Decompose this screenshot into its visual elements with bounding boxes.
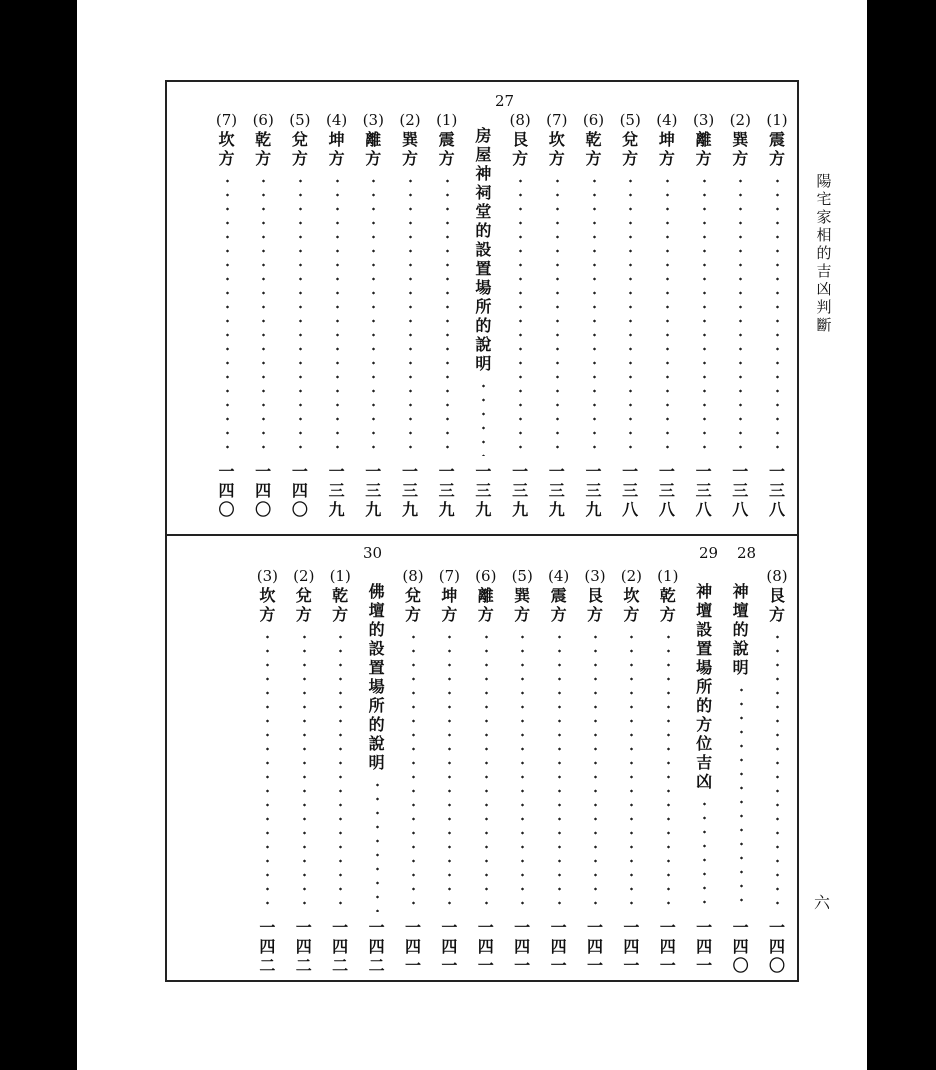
leader-dots [376,778,379,912]
leader-dots [412,630,415,912]
entry-number: (6) [475,567,497,585]
page-number: 一 四 二 [295,918,312,975]
entry-number: (6) [252,111,274,129]
toc-entry [212,110,242,522]
page-number: 一 四 一 [696,918,713,975]
entry-title: 坎 方 [259,586,276,624]
running-title-char: 家 [816,208,832,226]
leader-dots [339,630,342,912]
running-title-char: 吉 [816,262,832,280]
entry-number: (4) [547,567,570,585]
leader-dots [630,630,633,912]
leader-dots [776,630,779,912]
toc-entry [471,566,501,978]
page-number: 一 四 一 [441,918,458,975]
toc-entry [507,566,537,978]
leader-dots [266,630,269,912]
entry-title: 兌 方 [622,130,639,168]
entry-title: 艮 方 [512,130,529,168]
page-number: 一 三 八 [768,462,785,519]
toc-entry [322,110,352,522]
toc-heading-entry [726,566,756,978]
toc-entry [325,566,355,978]
leader-dots [629,174,632,456]
entry-title: 神 壇 設 置 場 所 的 方 位 吉 凶 [696,582,713,791]
entry-title: 巽 方 [514,586,531,624]
entry-number: (6) [582,111,605,129]
page-number: 一 三 八 [732,462,749,519]
toc-entry [358,110,388,522]
page-number: 一 三 九 [548,462,565,519]
entry-number: (7) [438,567,461,585]
entry-number: (7) [546,111,568,129]
entry-number: (8) [509,111,531,129]
entry-number: (2) [293,567,315,585]
book-page [77,0,867,1070]
page-number: 一 四 一 [477,918,494,975]
entry-number: (4) [656,111,678,129]
toc-entry [542,110,572,522]
toc-entry [432,110,462,522]
entry-title: 離 方 [365,130,382,168]
page-number: 一 四 二 [368,918,385,975]
leader-dots [776,174,779,456]
entry-number: (2) [399,111,421,129]
entry-title: 巽 方 [401,130,418,168]
leader-dots [666,174,669,456]
page-number: 一 三 九 [475,462,492,519]
entry-number: (2) [729,111,751,129]
entry-title: 離 方 [695,130,712,168]
toc-entry [652,110,682,522]
entry-number: (1) [329,567,351,585]
toc-entry [398,566,428,978]
toc-entry [580,566,610,978]
toc-entry [544,566,574,978]
entry-title: 震 方 [438,130,455,168]
page-number: 一 四 一 [586,918,603,975]
toc-heading-entry [468,110,498,522]
leader-dots [303,630,306,912]
toc-entry [434,566,464,978]
entry-number: (7) [215,111,238,129]
entry-title: 兌 方 [404,586,421,624]
page-number: 一 三 九 [328,462,345,519]
entry-number: (3) [584,567,606,585]
entry-title: 離 方 [477,586,494,624]
toc-entry [616,566,646,978]
toc-entry [252,566,282,978]
entry-number: (1) [657,567,679,585]
entry-number: (1) [436,111,458,129]
entry-number: (5) [511,567,533,585]
page-folio: 六 [813,893,830,912]
leader-dots [409,174,412,456]
leader-dots [262,174,265,456]
entry-title: 坤 方 [441,586,458,624]
leader-dots [593,174,596,456]
entry-title: 坎 方 [623,586,640,624]
toc-entry [762,110,792,522]
section-number-29: 29 [699,544,719,562]
entry-number: (3) [362,111,384,129]
toc-entry [285,110,315,522]
entry-title: 乾 方 [659,586,676,624]
section-number-28: 28 [737,544,757,562]
page-number: 一 四 〇 [218,462,235,519]
toc-entry [505,110,535,522]
entry-title: 兌 方 [295,586,312,624]
leader-dots [485,630,488,912]
entry-title: 神 壇 的 說 明 [732,582,749,677]
page-number: 一 四 一 [550,918,567,975]
leader-dots [299,174,302,456]
page-number: 一 四 〇 [291,462,308,519]
leader-dots [667,630,670,912]
page-number: 一 三 九 [512,462,529,519]
page-number: 一 三 八 [695,462,712,519]
running-title [814,172,834,334]
page-number: 一 四 〇 [732,918,749,975]
section-number-27: 27 [495,92,515,110]
entry-number: (3) [256,567,279,585]
entry-title: 巽 方 [732,130,749,168]
entry-number: (8) [402,567,424,585]
half-divider [167,534,797,536]
leader-dots [594,630,597,912]
page-number: 一 三 八 [658,462,675,519]
page-number: 一 四 一 [623,918,640,975]
running-title-char: 相 [816,226,832,244]
entry-title: 乾 方 [255,130,272,168]
toc-heading-entry [689,566,719,978]
entry-title: 坎 方 [218,130,235,168]
entry-number: (4) [325,111,348,129]
toc-entry [289,566,319,978]
toc-entry [579,110,609,522]
toc-entry [248,110,278,522]
running-title-char: 判 [816,298,832,316]
section-number-30: 30 [363,544,383,562]
page-number: 一 三 八 [622,462,639,519]
page-number: 一 三 九 [585,462,602,519]
entry-title: 坤 方 [658,130,675,168]
entry-title: 坤 方 [328,130,345,168]
leader-dots [226,174,229,456]
leader-dots [739,174,742,456]
leader-dots [482,379,485,456]
entry-number: (5) [619,111,641,129]
page-number: 一 四 一 [514,918,531,975]
entry-title: 佛 壇 的 設 置 場 所 的 說 明 [368,582,385,772]
running-title-char: 陽 [816,172,832,190]
leader-dots [556,174,559,456]
leader-dots [519,174,522,456]
toc-entry [615,110,645,522]
entry-title: 坎 方 [548,130,565,168]
entry-number: (8) [766,567,788,585]
leader-dots [703,797,706,912]
table-of-contents-frame [165,80,799,982]
running-title-char: 凶 [816,280,832,298]
leader-dots [740,683,743,912]
entry-number: (1) [766,111,788,129]
toc-entry [395,110,425,522]
entry-title: 艮 方 [768,586,785,624]
entry-title: 震 方 [550,586,567,624]
page-number: 一 四 〇 [768,918,785,975]
entry-title: 乾 方 [585,130,602,168]
entry-number: (2) [620,567,643,585]
entry-title: 兌 方 [291,130,308,168]
leader-dots [336,174,339,456]
page-number: 一 四 二 [332,918,349,975]
leader-dots [372,174,375,456]
leader-dots [703,174,706,456]
leader-dots [521,630,524,912]
toc-heading-entry [362,566,392,978]
entry-number: (3) [692,111,715,129]
leader-dots [558,630,561,912]
toc-entry [653,566,683,978]
toc-entry [762,566,792,978]
toc-entry [725,110,755,522]
entry-title: 房 屋 神 祠 堂 的 設 置 場 所 的 說 明 [475,126,492,373]
entry-title: 乾 方 [332,586,349,624]
page-number: 一 四 一 [404,918,421,975]
entry-title: 艮 方 [586,586,603,624]
page-number: 一 四 二 [259,918,276,975]
page-number: 一 四 〇 [255,462,272,519]
running-title-char: 的 [816,244,832,262]
page-number: 一 四 一 [659,918,676,975]
page-number: 一 三 九 [365,462,382,519]
toc-entry [689,110,719,522]
leader-dots [448,630,451,912]
page-number: 一 三 九 [401,462,418,519]
running-title-char: 宅 [816,190,832,208]
page-number: 一 三 九 [438,462,455,519]
entry-number: (5) [289,111,311,129]
running-title-char: 斷 [816,316,832,334]
entry-title: 震 方 [768,130,785,168]
leader-dots [446,174,449,456]
